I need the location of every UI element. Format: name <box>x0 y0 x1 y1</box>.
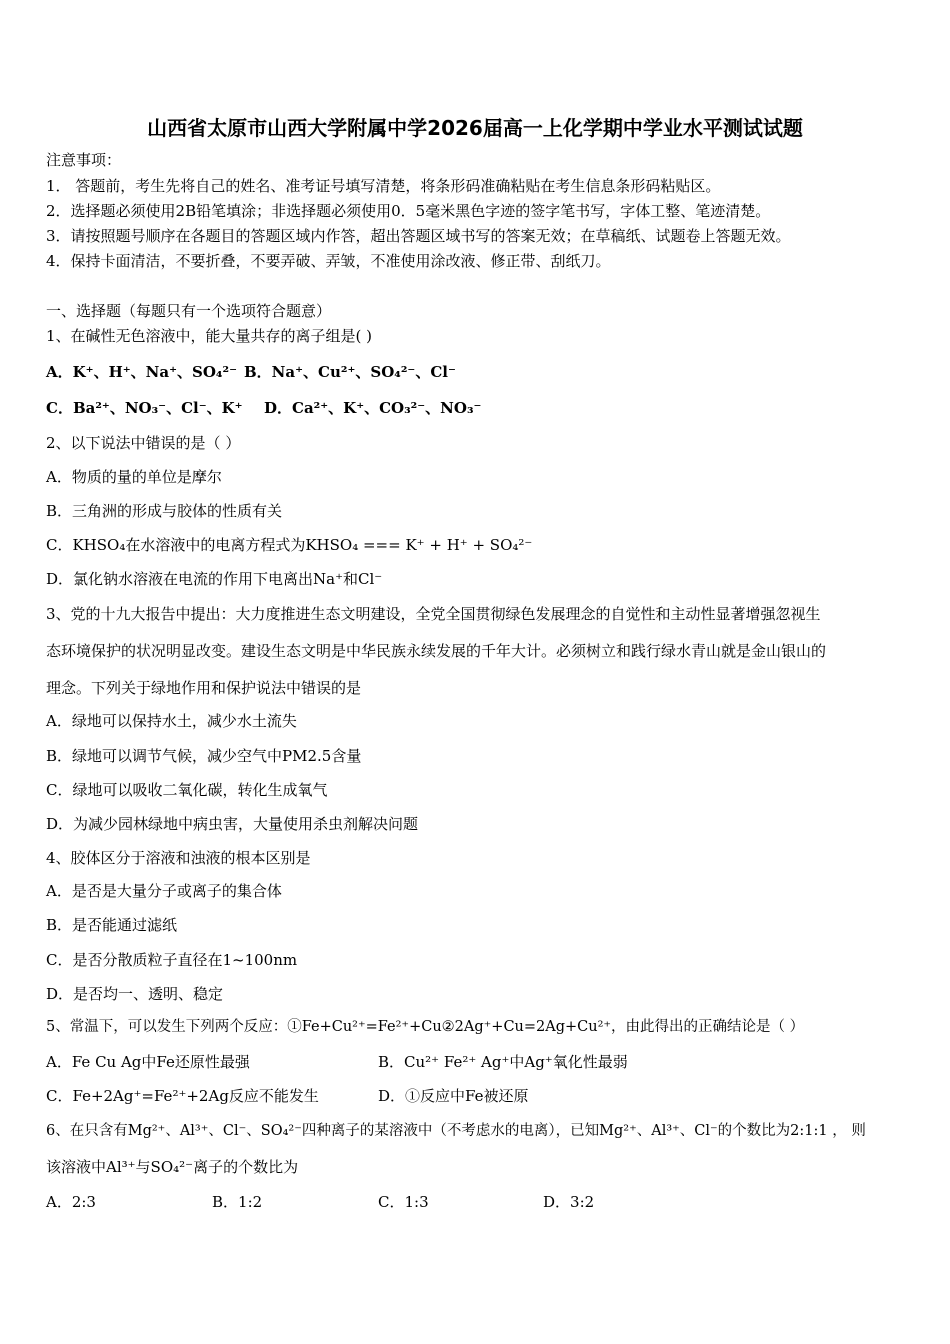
q4-stem: 4、胶体区分于溶液和浊液的根本区别是 <box>46 849 311 867</box>
q4-option-c: C．是否分散质粒子直径在1~100nm <box>46 951 298 969</box>
q1-option-d: D．Ca²⁺、K⁺、CO₃²⁻、NO₃⁻ <box>264 399 482 417</box>
q6-stem-line-1: 6、在只含有Mg²⁺、Al³⁺、Cl⁻、SO₄²⁻四种离子的某溶液中（不考虑水的电离），已知Mg²⁺、Al³⁺、Cl⁻的个数比为2:1:1 ， 则 <box>46 1123 866 1139</box>
notice-item-1: 1． 答题前，考生先将自己的姓名、准考证号填写清楚，将条形码准确粘贴在考生信息条形码粘贴区。 <box>46 177 721 195</box>
q6-option-c: C．1:3 <box>378 1193 429 1211</box>
q6-stem-line-2: 该溶液中Al³⁺与SO₄²⁻离子的个数比为 <box>46 1158 299 1176</box>
q4-option-a: A．是否是大量分子或离子的集合体 <box>46 882 282 900</box>
notice-heading: 注意事项： <box>46 151 122 169</box>
q2-option-d: D．氯化钠水溶液在电流的作用下电离出Na⁺和Cl⁻ <box>46 570 383 588</box>
q1-option-c: C．Ba²⁺、NO₃⁻、Cl⁻、K⁺ <box>46 399 243 417</box>
notice-item-2: 2．选择题必须使用2B铅笔填涂；非选择题必须使用0．5毫米黑色字迹的签字笔书写，字体工整、笔迹清楚。 <box>46 202 771 220</box>
q6-option-a: A．2:3 <box>46 1193 96 1211</box>
notice-item-4: 4．保持卡面清洁，不要折叠，不要弄破、弄皱，不准使用涂改液、修正带、刮纸刀。 <box>46 252 611 270</box>
q1-option-b: B．Na⁺、Cu²⁺、SO₄²⁻、Cl⁻ <box>244 363 456 381</box>
q5-option-d: D．①反应中Fe被还原 <box>378 1087 529 1105</box>
q1-option-a: A．K⁺、H⁺、Na⁺、SO₄²⁻ <box>46 363 237 381</box>
q2-option-c: C．KHSO₄在水溶液中的电离方程式为KHSO₄ === K⁺ + H⁺ + SO₄²⁻ <box>46 536 533 554</box>
q3-option-b: B．绿地可以调节气候，减少空气中PM2.5含量 <box>46 747 362 765</box>
q3-stem-line-3: 理念。下列关于绿地作用和保护说法中错误的是 <box>46 679 362 697</box>
q5-option-c: C．Fe+2Ag⁺=Fe²⁺+2Ag反应不能发生 <box>46 1087 319 1105</box>
q2-option-b: B．三角洲的形成与胶体的性质有关 <box>46 502 283 520</box>
q5-stem: 5、常温下，可以发生下列两个反应：①Fe+Cu²⁺=Fe²⁺+Cu②2Ag⁺+Cu=2Ag+Cu²⁺，由此得出的正确结论是（ ） <box>46 1019 805 1035</box>
q5-option-b: B．Cu²⁺ Fe²⁺ Ag⁺中Ag⁺氧化性最弱 <box>378 1053 628 1071</box>
section-heading: 一、选择题（每题只有一个选项符合题意） <box>46 302 332 320</box>
page-title: 山西省太原市山西大学附属中学2026届高一上化学期中学业水平测试试题 <box>147 116 803 140</box>
notice-item-3: 3．请按照题号顺序在各题目的答题区域内作答，超出答题区域书写的答案无效；在草稿纸、试题卷上答题无效。 <box>46 227 791 245</box>
q2-stem: 2、以下说法中错误的是（ ） <box>46 434 241 452</box>
q3-stem-line-1: 3、党的十九大报告中提出：大力度推进生态文明建设，全党全国贯彻绿色发展理念的自觉性和主动性显著增强忽视生 <box>46 605 821 623</box>
q6-option-d: D．3:2 <box>543 1193 595 1211</box>
q4-option-d: D．是否均一、透明、稳定 <box>46 985 224 1003</box>
q3-option-c: C．绿地可以吸收二氧化碳，转化生成氧气 <box>46 781 328 799</box>
q6-option-b: B．1:2 <box>212 1193 263 1211</box>
q3-option-d: D．为减少园林绿地中病虫害，大量使用杀虫剂解决问题 <box>46 815 419 833</box>
q3-stem-line-2: 态环境保护的状况明显改变。建设生态文明是中华民族永续发展的千年大计。必须树立和践行绿水青山就是金山银山的 <box>46 642 827 660</box>
q5-option-a: A．Fe Cu Ag中Fe还原性最强 <box>46 1053 250 1071</box>
q1-stem: 1、在碱性无色溶液中，能大量共存的离子组是( ) <box>46 327 373 345</box>
q4-option-b: B．是否能通过滤纸 <box>46 916 178 934</box>
q2-option-a: A．物质的量的单位是摩尔 <box>46 468 222 486</box>
q3-option-a: A．绿地可以保持水土，减少水土流失 <box>46 712 297 730</box>
